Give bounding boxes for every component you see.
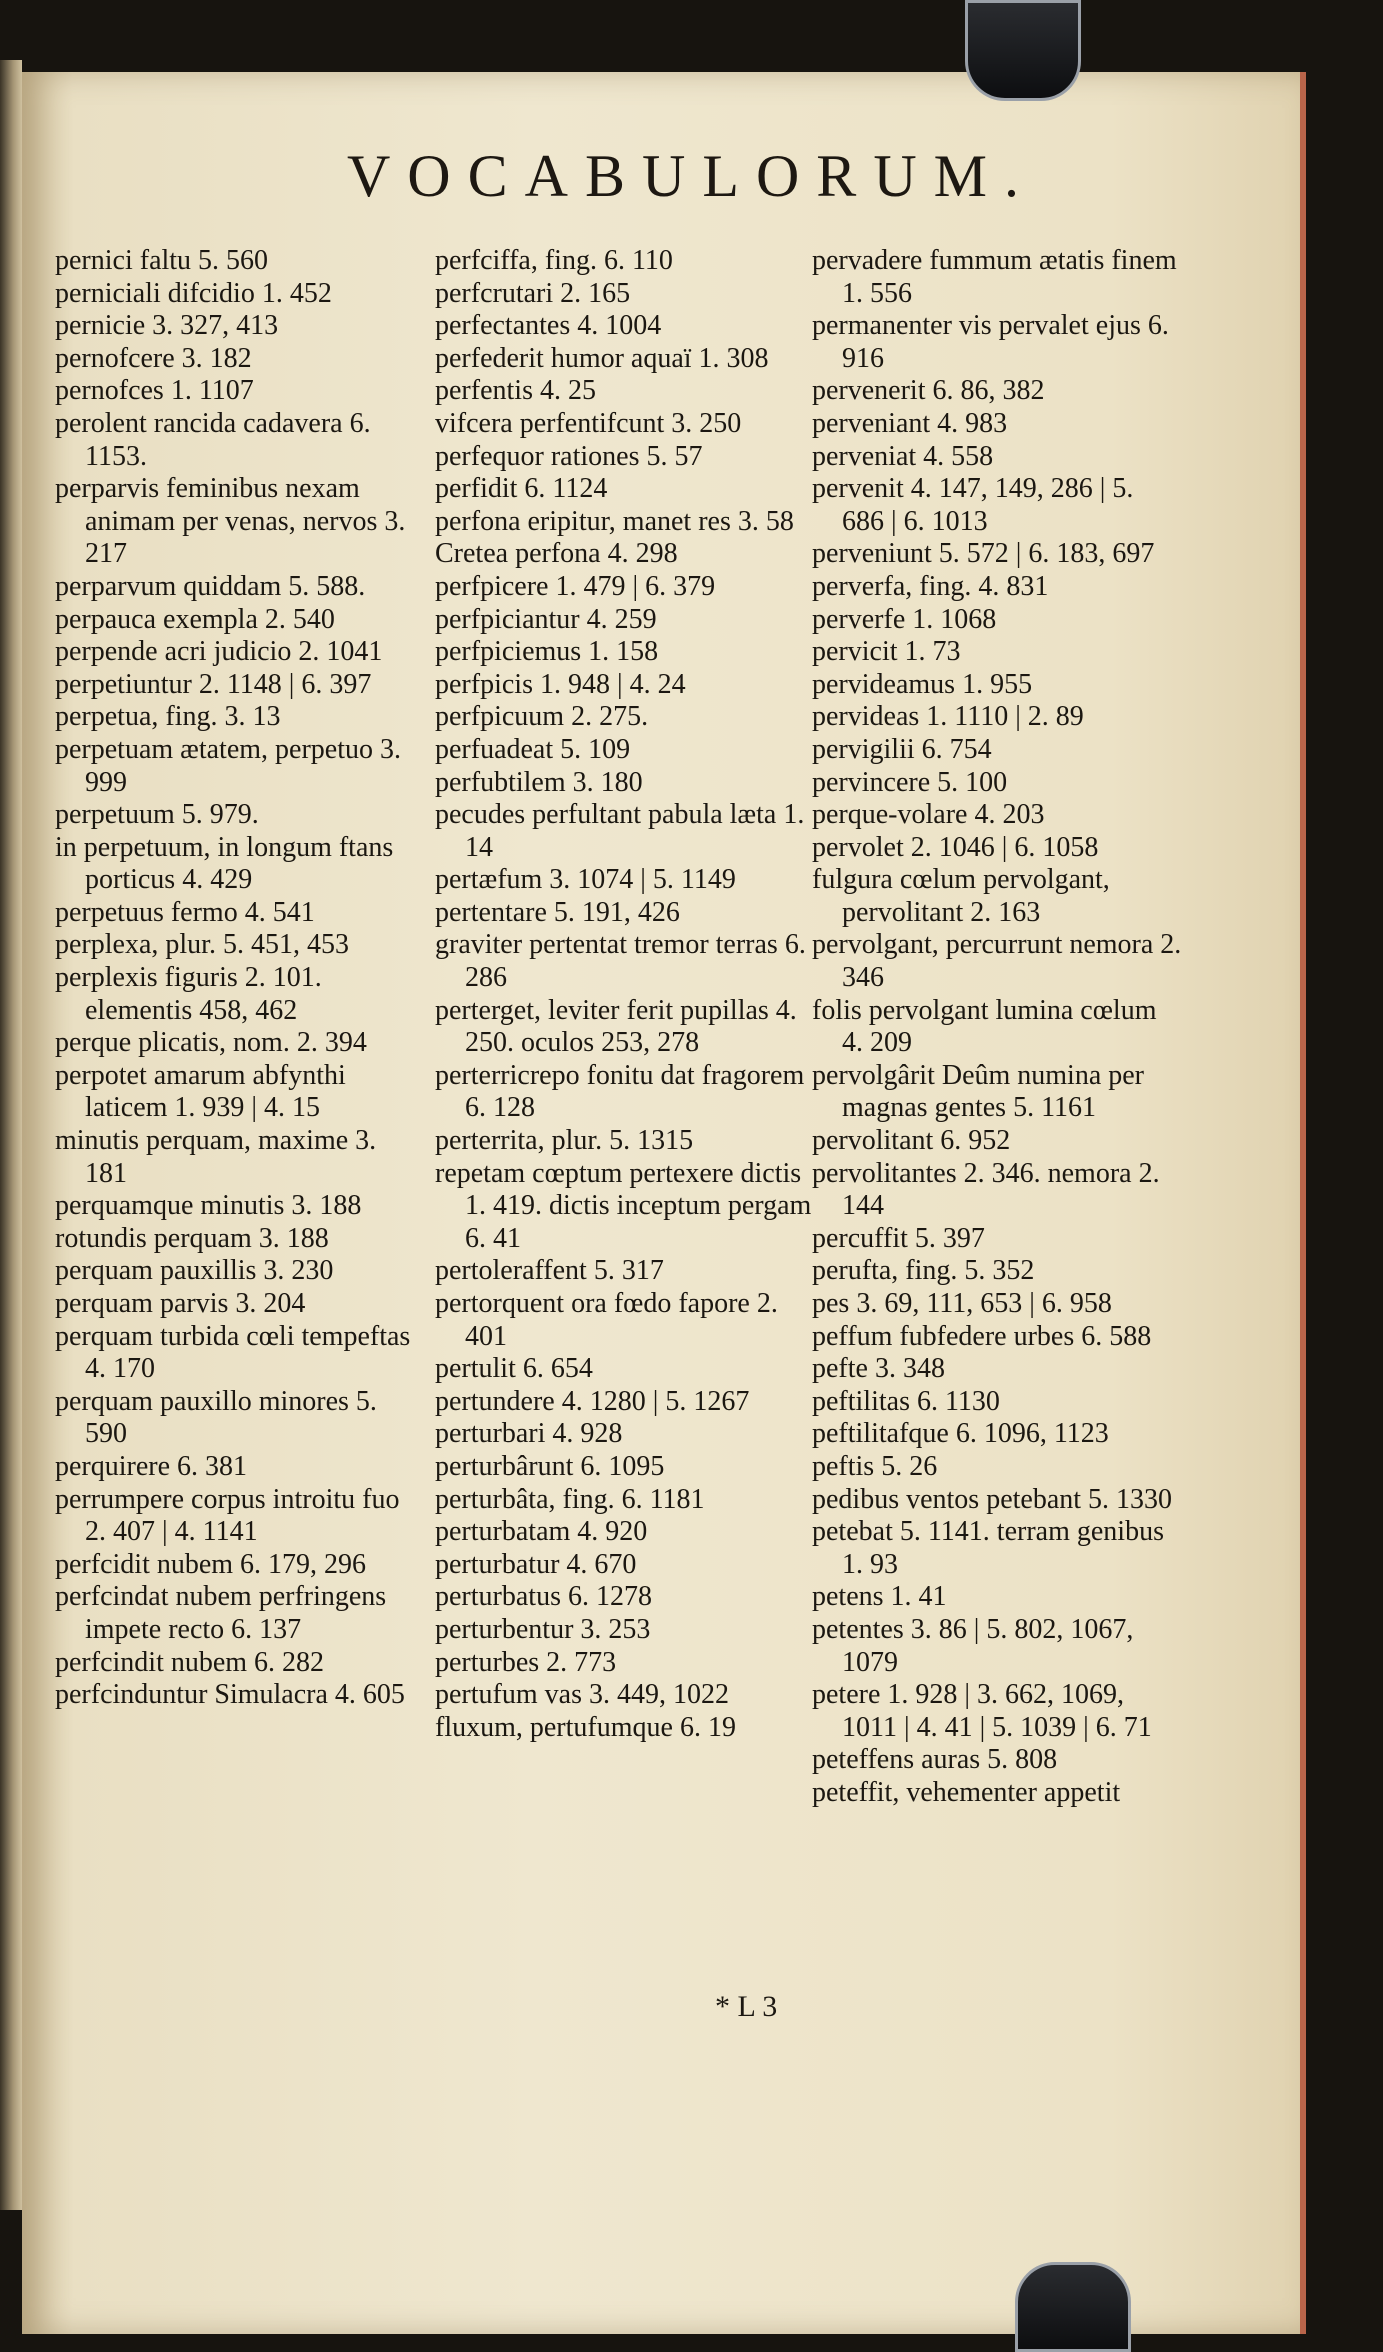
index-entry: perfuadeat 5. 109	[435, 733, 631, 765]
index-entry: perparvis feminibus nexam animam per venas, nervos 3. 217	[55, 473, 406, 570]
index-entry: perturbatur 4. 670	[435, 1548, 637, 1580]
index-entry: perque-volare 4. 203	[812, 799, 1045, 831]
index-entry: pervolitantes 2. 346. nemora 2. 144	[812, 1157, 1160, 1222]
index-entry: perfederit humor aquaï 1. 308	[435, 342, 769, 374]
index-entry: perque plicatis, nom. 2. 394	[55, 1027, 367, 1059]
index-entry: pes 3. 69, 111, 653 | 6. 958	[812, 1288, 1112, 1319]
index-entry: perfona eripitur, manet res 3. 58	[435, 505, 794, 537]
index-entry: pervadere fummum ætatis finem 1. 556	[812, 245, 1177, 309]
index-entry: pervolitant 6. 952	[812, 1125, 1011, 1157]
index-entry: perquamque minutis 3. 188	[55, 1190, 362, 1222]
index-entry: perpetuam ætatem, perpetuo 3. 999	[55, 733, 401, 798]
index-entry: pefte 3. 348	[812, 1353, 945, 1385]
index-entry: pertundere 4. 1280 | 5. 1267	[435, 1385, 750, 1417]
index-entry: perfciffa, fing. 6. 110	[435, 245, 673, 276]
page-clip-bottom	[1015, 2262, 1131, 2352]
index-entry: perpotet amarum abfynthi laticem 1. 939 | 4. 15	[55, 1059, 346, 1124]
index-entry: permanenter vis pervalet ejus 6. 916	[812, 310, 1169, 374]
index-entry: perrumpere corpus introitu fuo 2. 407 | 4. 1141	[55, 1483, 400, 1548]
index-entry: perverfe 1. 1068	[812, 603, 997, 635]
index-entry: pervigilii 6. 754	[812, 733, 992, 765]
index-entry: perveniunt 5. 572 | 6. 183, 697	[812, 538, 1155, 570]
index-entry: repetam cœptum pertexere dictis 1. 419. dictis inceptum pergam 6. 41	[435, 1157, 812, 1254]
index-entry: pertentare 5. 191, 426	[435, 896, 680, 928]
index-entry: perfequor rationes 5. 57	[435, 440, 703, 472]
index-column-1	[55, 245, 425, 1712]
index-entry: folis pervolgant lumina cœlum 4. 209	[812, 994, 1157, 1059]
index-entry: peffum fubfedere urbes 6. 588	[812, 1320, 1152, 1352]
catchword: * L 3	[715, 1990, 778, 2023]
index-entry: perplexa, plur. 5. 451, 453	[55, 929, 349, 961]
index-entry: in perpetuum, in longum ftans porticus 4. 429	[55, 831, 394, 896]
index-entry: perfcidit nubem 6. 179, 296	[55, 1548, 367, 1580]
index-entry: rotundis perquam 3. 188	[55, 1222, 329, 1254]
index-entry: pervenit 4. 147, 149, 286 | 5. 686 | 6. 1013	[812, 473, 1134, 537]
index-entry: pertorquent ora fœdo fapore 2. 401	[435, 1288, 778, 1352]
index-entry: perfcindat nubem perfringens impete recto 6. 137	[55, 1581, 387, 1645]
index-entry: pervideas 1. 1110 | 2. 89	[812, 701, 1084, 733]
page-heading: VOCABULORUM.	[346, 143, 1037, 209]
index-entry: petebat 5. 1141. terram genibus 1. 93	[812, 1516, 1164, 1580]
index-entry: perturbentur 3. 253	[435, 1613, 651, 1645]
index-entry: perturbatam 4. 920	[435, 1516, 648, 1548]
index-entry: perfpicere 1. 479 | 6. 379	[435, 570, 716, 602]
index-entry: perterrita, plur. 5. 1315	[435, 1125, 694, 1157]
index-entry: fulgura cœlum pervolgant, pervolitant 2. 163	[812, 864, 1110, 928]
index-entry: pecudes perfultant pabula læta 1. 14	[435, 799, 805, 863]
index-entry: fluxum, pertufumque 6. 19	[435, 1711, 736, 1743]
index-entry: perfpicuum 2. 275.	[435, 701, 649, 733]
index-entry: pertæfum 3. 1074 | 5. 1149	[435, 864, 736, 896]
index-entry: minutis perquam, maxime 3. 181	[55, 1125, 377, 1189]
index-entry: perfpiciemus 1. 158	[435, 636, 659, 668]
index-entry: pertufum vas 3. 449, 1022	[435, 1679, 729, 1711]
index-entry: perturbari 4. 928	[435, 1418, 623, 1450]
index-entry: pernici faltu 5. 560	[55, 245, 269, 276]
index-entry: perfpicis 1. 948 | 4. 24	[435, 668, 686, 700]
index-column-3	[812, 245, 1182, 1810]
index-entry: perquam pauxillo minores 5. 590	[55, 1385, 377, 1450]
index-entry: peteffit, vehementer appetit	[812, 1776, 1121, 1808]
index-entry: pervenerit 6. 86, 382	[812, 375, 1045, 407]
index-entry: perturbâta, fing. 6. 1181	[435, 1483, 705, 1515]
index-entry: perpetua, fing. 3. 13	[55, 701, 281, 733]
index-entry: petere 1. 928 | 3. 662, 1069, 1011 | 4. 41 | 5. 1039 | 6. 71	[812, 1679, 1152, 1743]
index-entry: pervolgârit Deûm numina per magnas gentes 5. 1161	[812, 1059, 1145, 1124]
index-entry: perniciali difcidio 1. 452	[55, 277, 332, 309]
index-column-2	[435, 245, 813, 1744]
index-entry: perpetuus fermo 4. 541	[55, 896, 315, 928]
index-entry: pervicit 1. 73	[812, 636, 961, 668]
index-entry: perveniat 4. 558	[812, 440, 994, 472]
index-entry: pernofcere 3. 182	[55, 342, 252, 374]
index-entry: perpauca exempla 2. 540	[55, 603, 335, 635]
index-entry: perolent rancida cadavera 6. 1153.	[55, 407, 371, 472]
index-entry: perfentis 4. 25	[435, 375, 596, 407]
index-entry: perufta, fing. 5. 352	[812, 1255, 1035, 1287]
index-entry: perquam pauxillis 3. 230	[55, 1255, 334, 1287]
index-entry: perquam turbida cœli tempeftas 4. 170	[55, 1320, 411, 1385]
index-entry: pernicie 3. 327, 413	[55, 310, 279, 342]
index-entry: perfectantes 4. 1004	[435, 310, 662, 342]
index-entry: perterget, leviter ferit pupillas 4. 250. oculos 253, 278	[435, 994, 797, 1059]
index-entry: percuffit 5. 397	[812, 1222, 985, 1254]
index-entry: pervolgant, percurrunt nemora 2. 346	[812, 929, 1182, 994]
index-entry: pertoleraffent 5. 317	[435, 1255, 664, 1287]
index-entry: peftis 5. 26	[812, 1450, 938, 1482]
index-entry: pernofces 1. 1107	[55, 375, 254, 407]
index-entry: perverfa, fing. 4. 831	[812, 570, 1049, 602]
index-entry: perquam parvis 3. 204	[55, 1288, 306, 1319]
index-entry: perterricrepo fonitu dat fragorem 6. 128	[435, 1059, 805, 1124]
page-clip-top	[965, 0, 1081, 101]
index-entry: peteffens auras 5. 808	[812, 1744, 1058, 1776]
index-entry: perturbes 2. 773	[435, 1646, 617, 1678]
index-entry: pedibus ventos petebant 5. 1330	[812, 1483, 1173, 1515]
index-entry: perfpiciantur 4. 259	[435, 603, 657, 635]
index-entry: vifcera perfentifcunt 3. 250	[435, 407, 742, 439]
index-entry: perveniant 4. 983	[812, 407, 1008, 439]
facing-page-edge	[0, 60, 22, 2210]
index-entry: perfubtilem 3. 180	[435, 766, 643, 798]
index-entry: perfcindit nubem 6. 282	[55, 1646, 325, 1678]
index-entry: perfcinduntur Simulacra 4. 605	[55, 1679, 405, 1711]
index-entry: perparvum quiddam 5. 588.	[55, 570, 366, 602]
index-entry: perpetuum 5. 979.	[55, 799, 259, 831]
index-entry: perplexis figuris 2. 101. elementis 458, 462	[55, 962, 322, 1026]
index-entry: perfidit 6. 1124	[435, 473, 608, 505]
index-entry: perturbatus 6. 1278	[435, 1581, 652, 1613]
index-entry: peftilitas 6. 1130	[812, 1385, 1000, 1417]
index-entry: perfcrutari 2. 165	[435, 277, 631, 309]
index-entry: peftilitafque 6. 1096, 1123	[812, 1418, 1109, 1450]
index-entry: perpetiuntur 2. 1148 | 6. 397	[55, 668, 372, 700]
index-entry: graviter pertentat tremor terras 6. 286	[435, 929, 806, 994]
index-entry: perpende acri judicio 2. 1041	[55, 636, 383, 668]
index-entry: perturbârunt 6. 1095	[435, 1450, 665, 1482]
index-entry: Cretea perfona 4. 298	[435, 538, 678, 570]
index-entry: pervolet 2. 1046 | 6. 1058	[812, 831, 1099, 863]
index-entry: petentes 3. 86 | 5. 802, 1067, 1079	[812, 1613, 1134, 1678]
index-entry: pervincere 5. 100	[812, 766, 1008, 798]
index-entry: pertulit 6. 654	[435, 1353, 593, 1385]
index-entry: pervideamus 1. 955	[812, 668, 1033, 700]
index-entry: petens 1. 41	[812, 1581, 947, 1613]
index-entry: perquirere 6. 381	[55, 1450, 248, 1482]
